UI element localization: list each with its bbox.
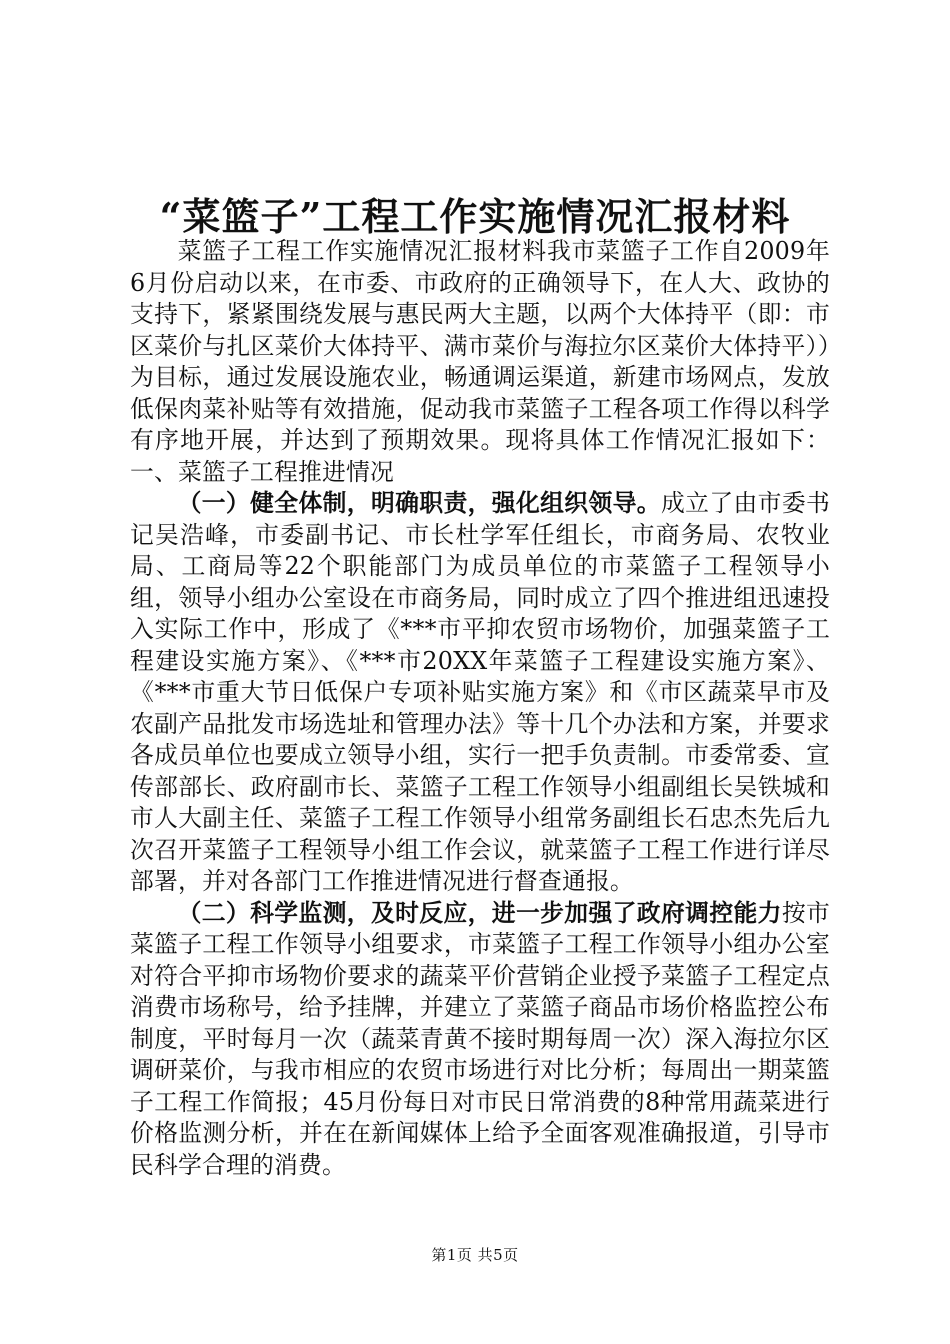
paragraph-intro [130,236,830,488]
paragraph-text: 成立了由市委书记吴浩峰，市委副书记、市长杜学军任组长，市商务局、农牧业局、工商局等22个职能部门为成员单位的市菜篮子工程领导小组，领导小组办公室设在市商务局，同时成立了四个推进组迅速投入实际工作中，形成了《***市平抑农贸市场物价，加强菜篮子工程建设实施方案》、《***市20XX年菜篮子工程建设实施方案》、《***市重大节日低保户专项补贴实施方案》和《市区蔬菜早市及农副产品批发市场选址和管理办法》等十几个办法和方案，并要求各成员单位也要成立领导小组，实行一把手负责制。市委常委、宣传部部长、政府副市长、菜篮子工程工作领导小组副组长吴铁城和市人大副主任、菜篮子工程工作领导小组常务副组长石忠杰先后九次召开菜篮子工程领导小组工作会议，就菜篮子工程工作进行详尽部署，并对各部门工作推进情况进行督查通报。 [130,489,830,895]
document-title: “菜篮子”工程工作实施情况汇报材料 [159,194,791,239]
paragraph-text: 按市菜篮子工程工作领导小组要求，市菜篮子工程工作领导小组办公室对符合平抑市场物价要求的蔬菜平价营销企业授予菜篮子工程定点消费市场称号，给予挂牌，并建立了菜篮子商品市场价格监控公布制度，平时每月一次（蔬菜青黄不接时期每周一次）深入海拉尔区调研菜价，与我市相应的农贸市场进行对比分析；每周出一期菜篮子工程工作简报；45月份每日对市民日常消费的8种常用蔬菜进行价格监测分析，并在在新闻媒体上给予全面客观准确报道，引导市民科学合理的消费。 [130,898,830,1179]
paragraph-text: 菜篮子工程工作实施情况汇报材料我市菜篮子工作自2009年6月份启动以来，在市委、市政府的正确领导下，在人大、政协的支持下，紧紧围绕发展与惠民两大主题，以两个大体持平（即：市区菜价与扎区菜价大体持平、满市菜价与海拉尔区菜价大体持平））为目标，通过发展设施农业，畅通调运渠道，新建市场网点，发放低保肉菜补贴等有效措施，促动我市菜篮子工程各项工作得以科学有序地开展，并达到了预期效果。现将具体工作情况汇报如下：一、菜篮子工程推进情况 [130,237,830,486]
paragraph-heading: （一）健全体制，明确职责，强化组织领导。 [177,489,661,517]
paragraph-section-2 [130,898,830,1182]
paragraph-section-1 [130,488,830,898]
paragraph-heading: （二）科学监测，及时反应，进一步加强了政府调控能力 [177,898,782,927]
document-body [130,236,830,1181]
page-footer: 第1页 共5页 [431,1246,519,1264]
